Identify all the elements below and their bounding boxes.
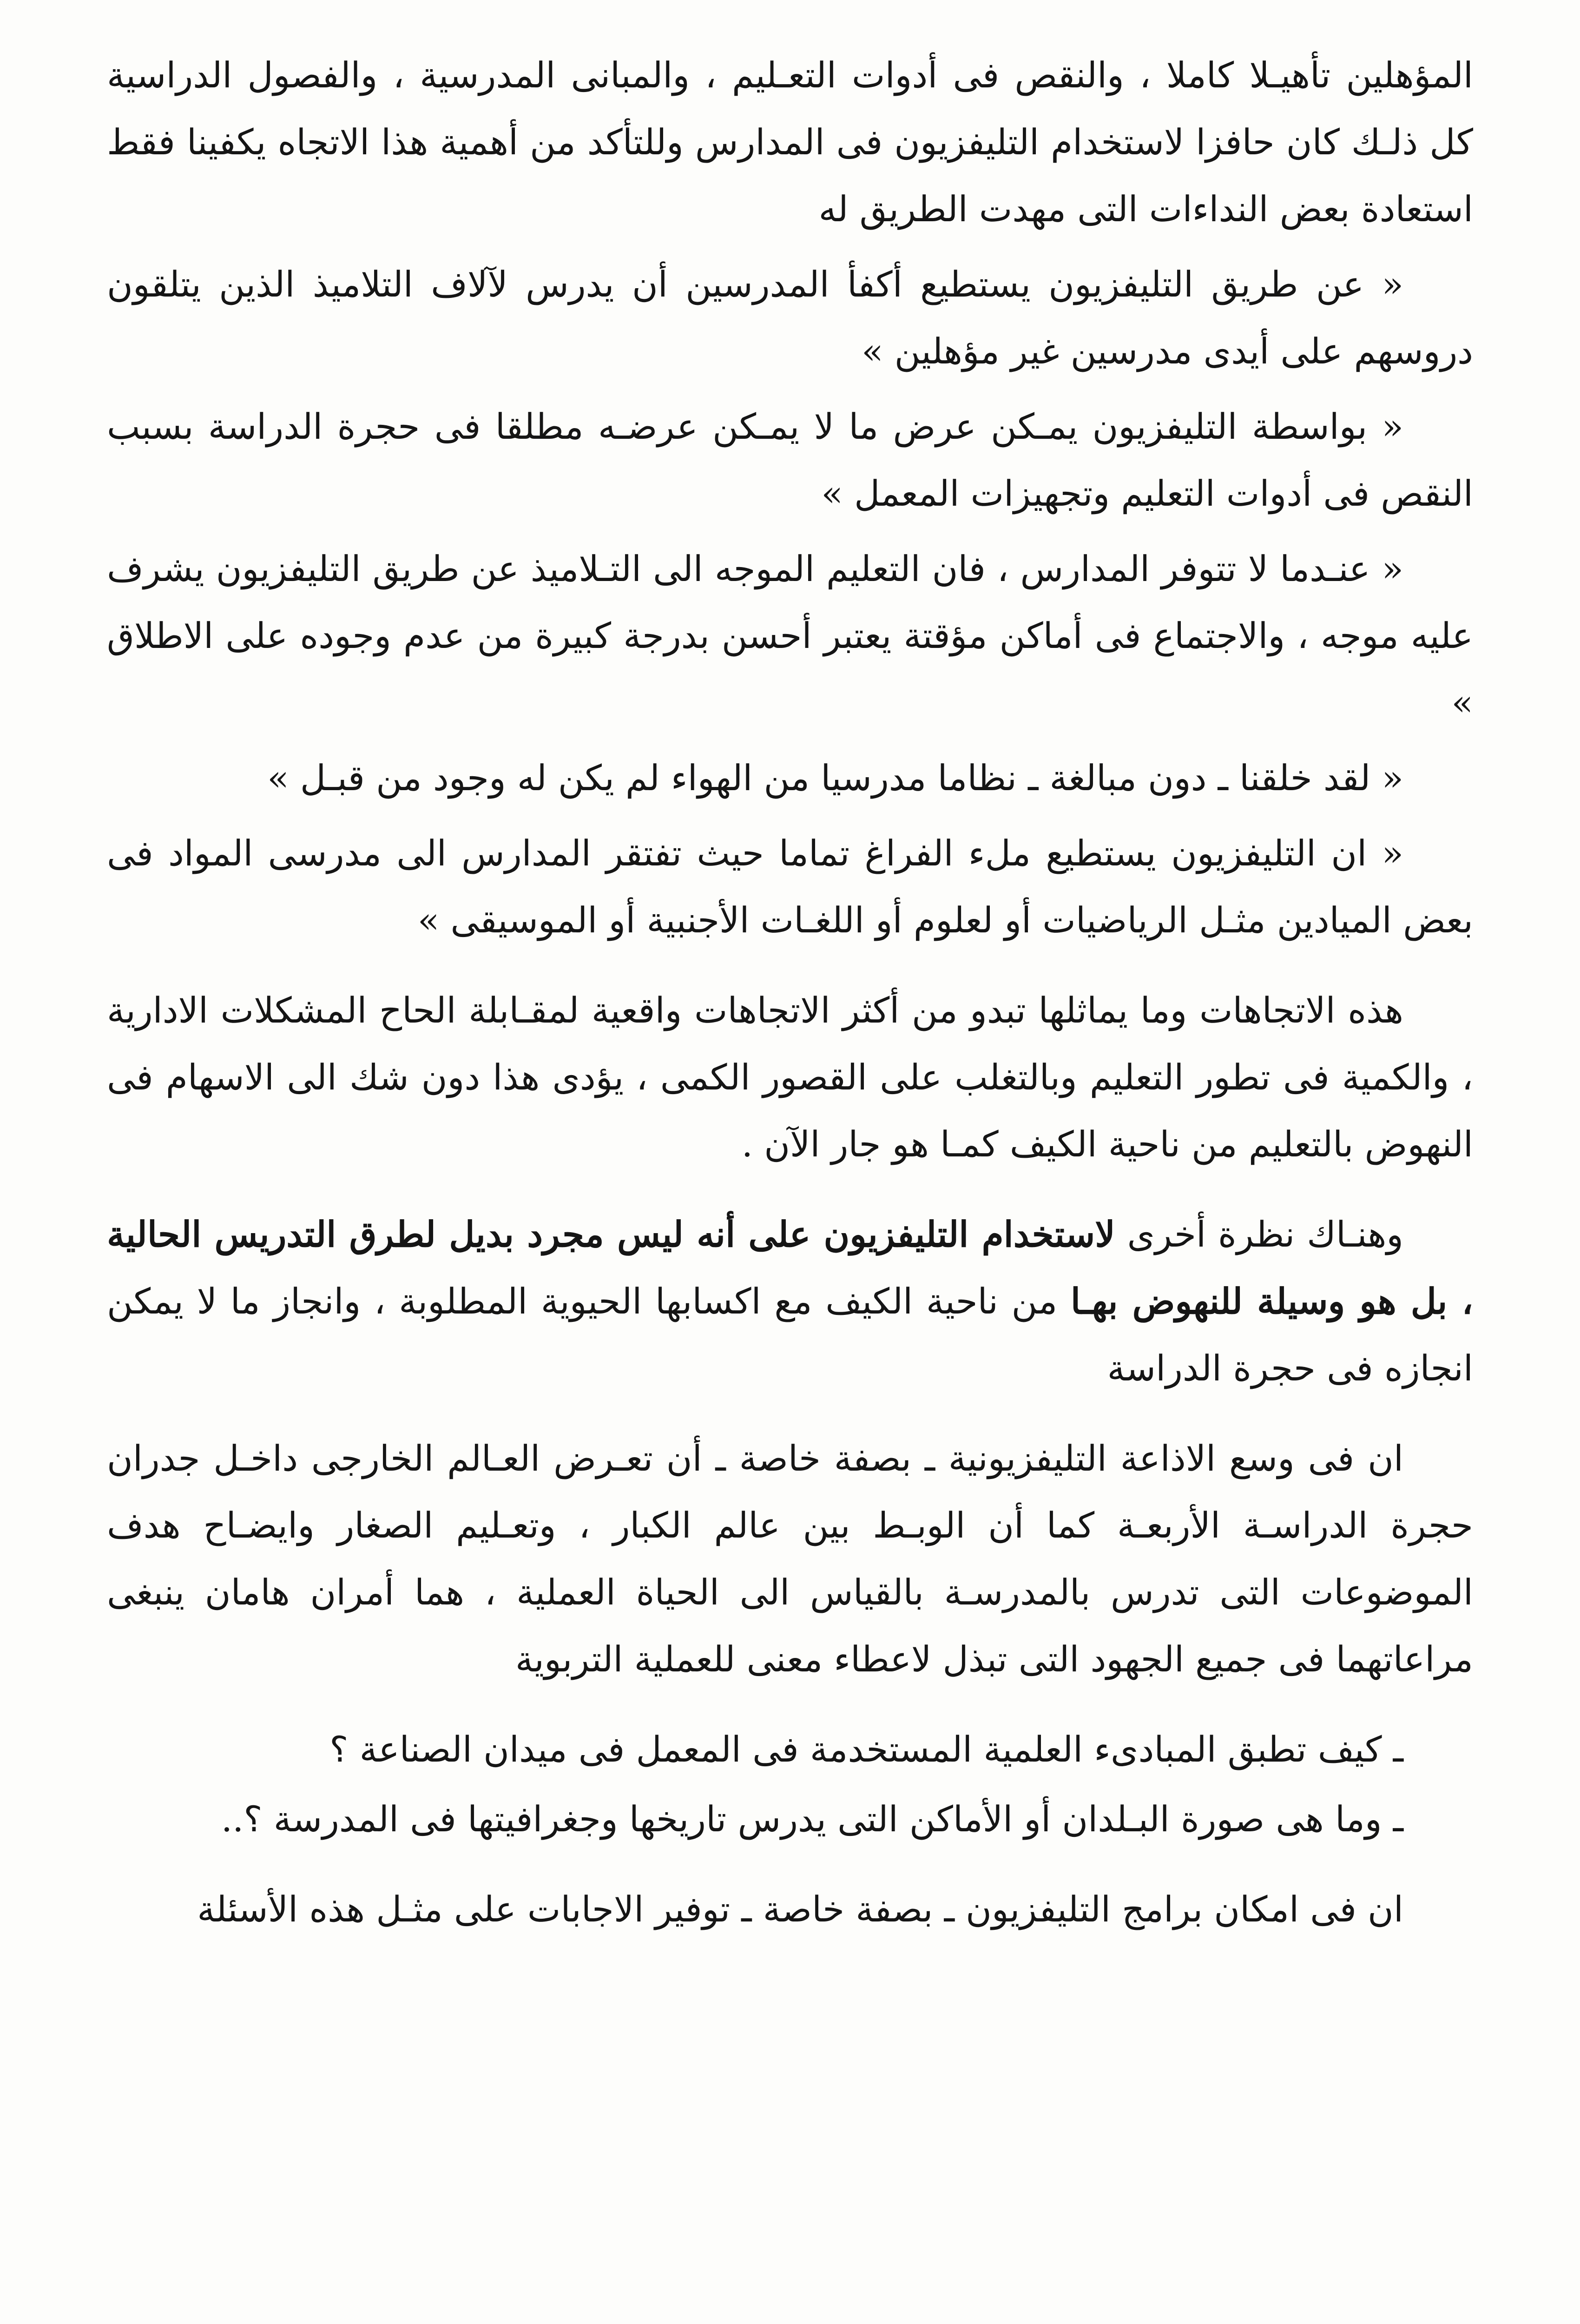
paragraph-broadcast: ان فى وسع الاذاعة التليفزيونية ـ بصفة خاصة ـ أن تعـرض العـالم الخارجى داخـل جدران حجرة الدراسـة الأربعـة كما أن الوبـط بين عالم الكبار ، وتعـليم الصغار وايضـاح هدف الموضوعات التى تدرس بالمدرسـة بالقياس الى الحياة العملية ، هما أمران هامان ينبغى مراعاتهما فى جميع الجهود التى تبذل لاعطاء معنى للعملية التربوية — [107, 1438, 1473, 1680]
paragraph-intro: المؤهلين تأهيـلا كاملا ، والنقص فى أدوات التعـليم ، والمبانى المدرسية ، والفصول الدراسية كل ذلـك كان حافزا لاستخدام التليفزيون فى المدارس وللتأكد من أهمية هذا الاتجاه يكفينا فقط استعادة بعض النداءات التى مهدت الطريق له — [107, 54, 1473, 230]
question-item: ـ وما هى صورة البـلدان أو الأماكن التى يدرس تاريخها وجغرافيتها فى المدرسة ؟.. — [221, 1798, 1403, 1840]
quote-paragraph: « عن طريق التليفزيون يستطيع أكفأ المدرسين أن يدرس لآلاف التلاميذ الذين يتلقون دروسهم على أيدى مدرسين غير مؤهلين » — [107, 264, 1473, 372]
question-item: ـ كيف تطبق المبادىء العلمية المستخدمة فى المعمل فى ميدان الصناعة ؟ — [329, 1729, 1403, 1770]
emphasized-text: لاستخدام التليفزيون على أنه ليس مجرد بديل لطرق التدريس الحالية ، بل هو وسيلة للنهوض بهـا — [107, 1214, 1473, 1322]
body-text — [107, 42, 1473, 1951]
quote-paragraph: « عنـدما لا تتوفر المدارس ، فان التعليم الموجه الى التـلاميذ عن طريق التليفزيون يشرف عليه موجه ، والاجتماع فى أماكن مؤقتة يعتبر أحسن بدرجة كبيرة من عدم وجوده على الاطلاق » — [107, 548, 1473, 723]
paragraph-trends: هذه الاتجاهات وما يماثلها تبدو من أكثر الاتجاهات واقعية لمقـابلة الحاح المشكلات الادارية ، والكمية فى تطور التعليم وبالتغلب على القصور الكمى ، يؤدى هذا دون شك الى الاسهام فى النهوض بالتعليم من ناحية الكيف كمـا هو جار الآن . — [107, 990, 1473, 1165]
quote-paragraph: « ان التليفزيون يستطيع ملء الفراغ تماما حيث تفتقر المدارس الى مدرسى المواد فى بعض الميادين مثـل الرياضيات أو لعلوم أو اللغـات الأجنبية أو الموسيقى » — [107, 832, 1473, 941]
paragraph-tail-text: من ناحية الكيف مع اكسابها الحيوية المطلوبة ، وانجاز ما لا يمكن انجازه فى حجرة الدراسة — [107, 1281, 1473, 1389]
paragraph-conclusion: ان فى امكان برامج التليفزيون ـ بصفة خاصة ـ توفير الاجابات على مثـل هذه الأسئلة — [197, 1888, 1403, 1930]
paragraph-another-view — [107, 1201, 1473, 1402]
quote-paragraph: « بواسطة التليفزيون يمـكن عرض ما لا يمـكن عرضـه مطلقا فى حجرة الدراسة بسبب النقص فى أدوات التعليم وتجهيزات المعمل » — [107, 406, 1473, 514]
quote-paragraph: « لقد خلقنا ـ دون مبالغة ـ نظاما مدرسيا من الهواء لم يكن له وجود من قبـل » — [267, 757, 1403, 799]
paragraph-lead-text: وهنـاك نظرة أخرى — [1115, 1214, 1404, 1255]
